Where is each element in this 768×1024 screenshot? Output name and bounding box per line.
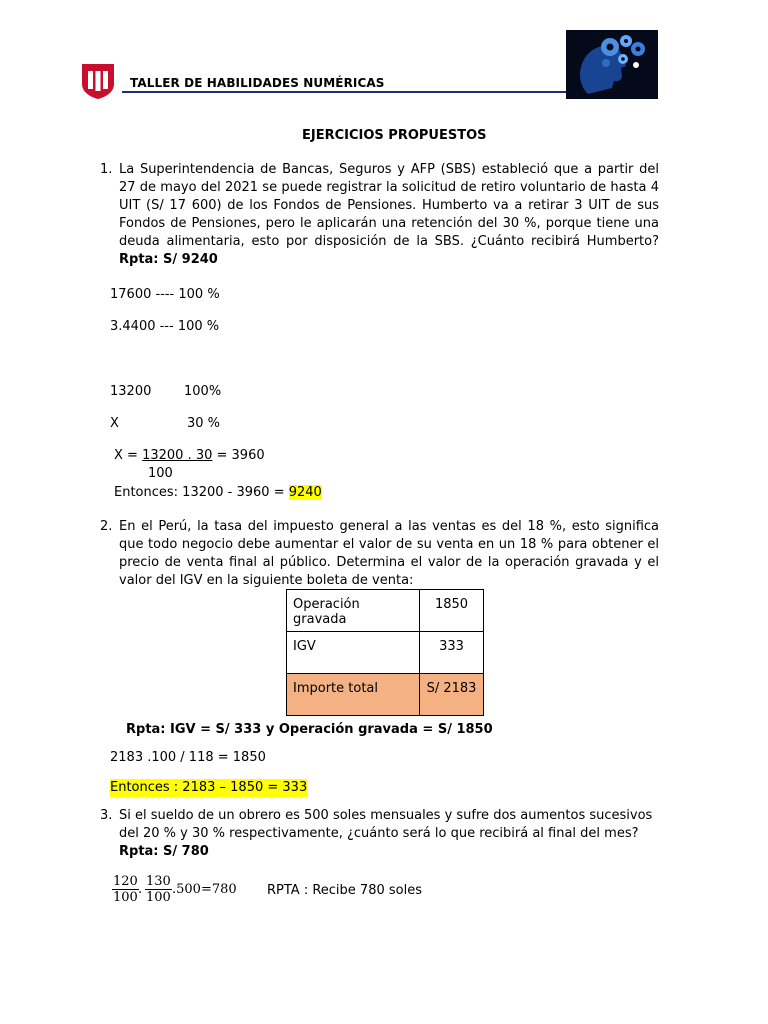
math-dot: . bbox=[138, 882, 143, 897]
fraction-120-100 bbox=[112, 874, 139, 905]
ex3-number: 3. bbox=[100, 808, 113, 823]
ex1-conclusion bbox=[114, 484, 322, 502]
ex3-statement-line bbox=[119, 807, 659, 861]
math-rest: .500=780 bbox=[172, 882, 237, 897]
ex1-eq-denominator: 100 bbox=[148, 466, 173, 481]
table-row bbox=[287, 590, 484, 632]
ex1-eq-left: X = bbox=[114, 448, 143, 463]
ex1-work-line2: 3.4400 --- 100 % bbox=[110, 319, 220, 334]
ex2-answer: Rpta: IGV = S/ 333 y Operación gravada = S/ 1850 bbox=[126, 722, 493, 737]
ex3-text: Si el sueldo de un obrero es 500 soles mensuales y sufre dos aumentos sucesivos del 20 % y 30 % respectivamente, ¿cuánto será lo que recibirá al final del mes? bbox=[119, 808, 653, 841]
table-row bbox=[287, 632, 484, 674]
table-cell-value: 333 bbox=[420, 632, 484, 674]
ex1-equation bbox=[114, 447, 265, 465]
table-cell-value: 1850 bbox=[420, 590, 484, 632]
head-gears-icon bbox=[566, 30, 658, 99]
ex1-result-highlight: 9240 bbox=[288, 485, 322, 500]
table-cell-label: Operación gravada bbox=[287, 590, 420, 632]
sales-receipt-table bbox=[286, 589, 484, 716]
ex1-eq-numerator: 13200 . 30 bbox=[142, 448, 213, 463]
ex1-text: La Superintendencia de Bancas, Seguros y AFP (SBS) estableció que a partir del 27 de mayo del 2021 se puede registrar la solicitud de retiro voluntario de hasta 4 UIT (S/ 17 600) de los Fondos de Pensiones. Humberto va a retirar 3 UIT de sus Fondos de Pensiones, pero le aplicarán una retención del 30 %, porque tiene una deuda alimentaria, esto por disposición de la SBS. ¿Cuánto recibirá Humberto? bbox=[119, 162, 659, 249]
fraction-numerator: 130 bbox=[146, 874, 171, 889]
ex2-calc: 2183 .100 / 118 = 1850 bbox=[110, 750, 266, 765]
ex2-statement: En el Perú, la tasa del impuesto general a las ventas es del 18 %, esto significa que todo negocio debe aumentar el valor de su venta en un 18 % para obtener el precio de venta final al público. Determina el valor de la operación gravada y el valor del IGV en la siguiente boleta de venta: bbox=[119, 519, 659, 588]
ex1-work-line4a: X bbox=[110, 416, 119, 431]
fraction-denominator: 100 bbox=[113, 890, 138, 905]
fraction-130-100 bbox=[145, 874, 172, 905]
ex1-conclusion-text: Entonces: 13200 - 3960 = bbox=[114, 485, 289, 500]
ex1-work-line3b: 100% bbox=[184, 384, 222, 399]
university-shield-logo bbox=[80, 62, 116, 100]
table-cell-label: IGV bbox=[287, 632, 420, 674]
ex1-answer: Rpta: S/ 9240 bbox=[119, 252, 218, 267]
table-row-total bbox=[287, 674, 484, 716]
section-title: EJERCICIOS PROPUESTOS bbox=[302, 128, 487, 143]
fraction-denominator: 100 bbox=[146, 890, 171, 905]
table-cell-value: S/ 2183 bbox=[420, 674, 484, 716]
ex3-answer: Rpta: S/ 780 bbox=[119, 844, 209, 859]
header-title: TALLER DE HABILIDADES NUMÉRICAS bbox=[130, 76, 385, 90]
ex1-work-line1: 17600 ---- 100 % bbox=[110, 287, 220, 302]
ex1-work-line4b: 30 % bbox=[187, 416, 221, 431]
ex1-number: 1. bbox=[100, 162, 113, 177]
ex2-conclusion-highlight: Entonces : 2183 – 1850 = 333 bbox=[110, 780, 308, 795]
ex1-statement bbox=[119, 161, 659, 269]
ex2-number: 2. bbox=[100, 519, 113, 534]
fraction-numerator: 120 bbox=[113, 874, 138, 889]
ex3-rpta-line: RPTA : Recibe 780 soles bbox=[267, 883, 422, 898]
ex1-eq-right: = 3960 bbox=[212, 448, 265, 463]
header-divider bbox=[122, 91, 570, 93]
table-cell-label: Importe total bbox=[287, 674, 420, 716]
ex1-work-line3a: 13200 bbox=[110, 384, 152, 399]
